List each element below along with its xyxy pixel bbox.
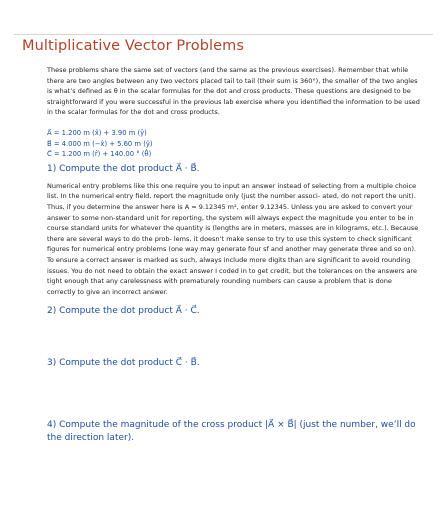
vector-c: C⃗ = 1.200 m (r̂) + 140.00 ° (θ̂) (47, 150, 152, 159)
numerical-entry-note: Numerical entry problems like this one require you to input an answer instead of selecting from a multiple choice list. In the numerical entry field, report the magnitude only (just the number associ- ated, do not report the unit). Thus, if you determine the answer here is A = 9.12345 m², enter 9.12345. Unless you are asked to convert your answer to some non-standard unit for reporting, the system will always expect the magnitude you enter to be in course standard units for whatever the quantity is (lengths are in meters, masses are in kilograms, etc.). Because there are several ways to do the prob- lems, it doesn’t make sense to try to use this system to check significant figures for numerical entry problems (one way may generate four sf and another may generate three and so on). To ensure a correct answer is marked as such, always include more digits than are significant to avoid rounding issues. You do not need to obtain the exact answer I coded in to get credit, but the tolerances on the answers are tight enough that any carelessness with prematurely rounding numbers can cause a problem that is done correctly to give an incorrect answer. (47, 181, 419, 296)
question-2: 2) Compute the dot product A⃗ · C⃗. (47, 306, 200, 317)
vector-b: B⃗ = 4.000 m (−x̂) + 5.60 m (ŷ) (47, 139, 153, 148)
question-4: 4) Compute the magnitude of the cross product |A⃗ × B⃗| (just the number, we’ll do the direction later). (47, 420, 416, 443)
intro-paragraph: These problems share the same set of vectors (and the same as the previous exercises). Remember that while there are two angles between any two vectors placed tail to tail (their sum is 360°), the smaller of the two angles is what’s defined as θ in the scalar formulas for the dot and cross products. These questions are designed to be straightforward if you were successful in the previous lab exercise where you identified the information to be used in the scalar formulas for the dot and cross products. (47, 66, 420, 117)
top-divider (14, 34, 433, 35)
vector-a: A⃗ = 1.200 m (x̂) + 3.90 m (ŷ) (47, 128, 147, 137)
vector-list (47, 128, 422, 160)
question-3: 3) Compute the dot product C⃗ · B⃗. (47, 358, 200, 369)
page-title: Multiplicative Vector Problems (22, 38, 245, 54)
question-1: 1) Compute the dot product A⃗ · B⃗. (47, 163, 200, 174)
content (47, 65, 422, 444)
